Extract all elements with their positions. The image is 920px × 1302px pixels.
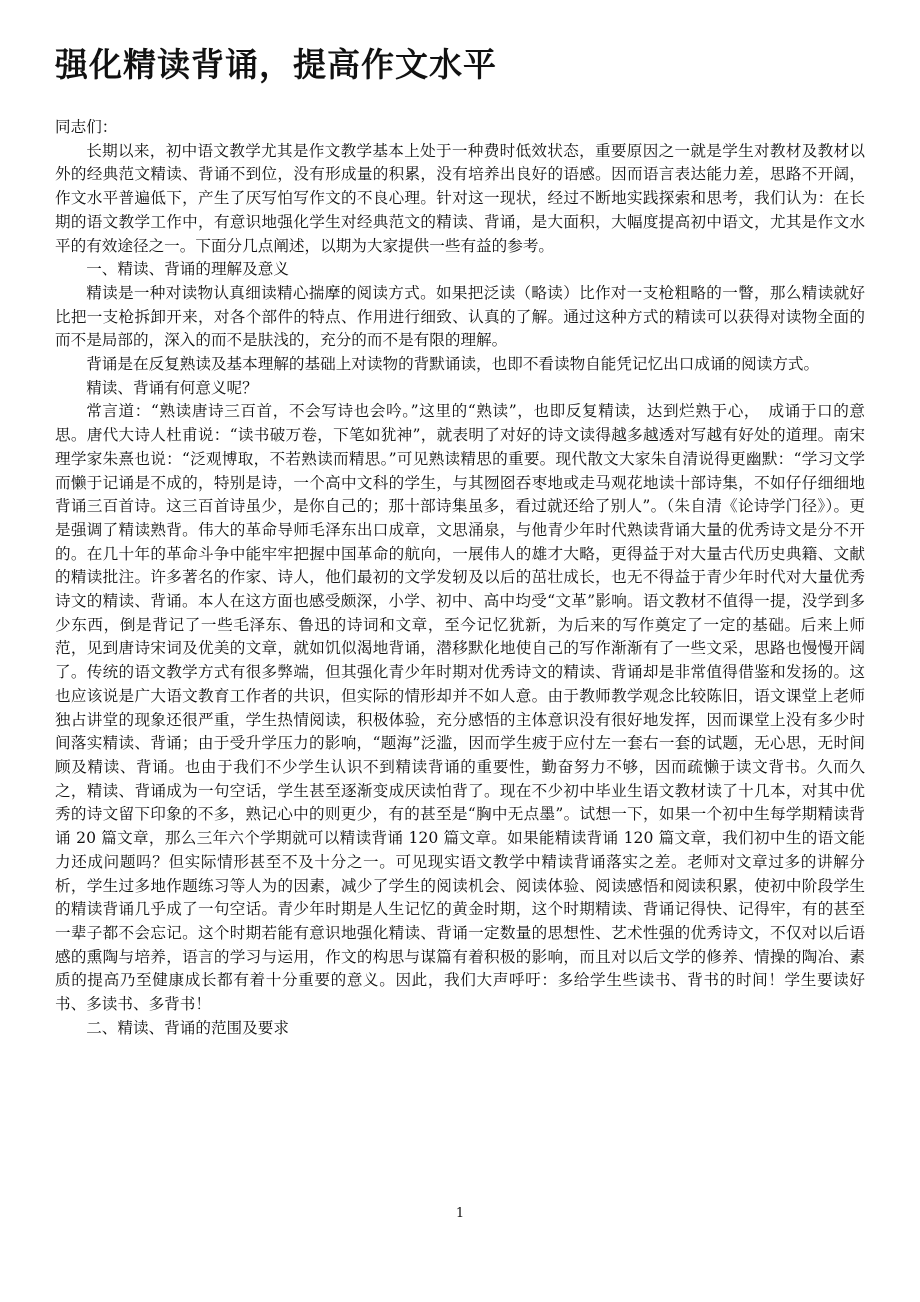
document-body [55,116,865,1040]
document-title: 强化精读背诵，提高作文水平 [55,45,497,84]
document-page [55,40,865,1040]
page-number: 1 [455,1206,465,1221]
paragraph-intensive-reading: 精读是一种对读物认真细读精心揣摩的阅读方式。如果把泛读（略读）比作对一支枪粗略的一瞥，那么精读就好比把一支枪拆卸开来，对各个部件的特点、作用进行细致、认真的了解。通过这种方式的精读可以获得对读物全面的而不是局部的，深入的而不是肤浅的，充分的而不是有限的理解。 [55,283,865,350]
paragraph-recitation: 背诵是在反复熟读及基本理解的基础上对读物的背默诵读，也即不看读物自能凭记忆出口成诵的阅读方式。 [86,355,820,374]
paragraph-significance: 常言道：“熟读唐诗三百首，不会写诗也会吟。”这里的“熟读”，也即反复精读，达到烂熟于心， 成诵于口的意思。唐代大诗人杜甫说：“读书破万卷，下笔如犹神”，就表明了对好的诗文读得越多越透对写越有好处的道理。南宋理学家朱熹也说：“泛观博取，不若熟读而精思。”可见熟读精思的重要。现代散文大家朱自清说得更幽默：“学习文学而懒于记诵是不成的，特别是诗，一个高中文科的学生，与其囫囵吞枣地或走马观花地读十部诗集，不如仔仔细细地背诵三百首诗。这三百首诗虽少，是你自己的；那十部诗集虽多，看过就还给了别人”。（朱自清《论诗学门径》）。更是强调了精读熟背。伟大的革命导师毛泽东出口成章，文思涌泉，与他青少年时代熟读背诵大量的优秀诗文是分不开的。在几十年的革命斗争中能牢牢把握中国革命的航向，一展伟人的雄才大略，更得益于对大量古代历史典籍、文献的精读批注。许多著名的作家、诗人，他们最初的文学发轫及以后的茁壮成长，也无不得益于青少年时代对大量优秀诗文的精读、背诵。本人在这方面也感受颇深，小学、初中、高中均受“文革”影响。语文教材不值得一提，没学到多少东西，倒是背记了一些毛泽东、鲁迅的诗词和文章，至今记忆犹新，为后来的写作奠定了一定的基础。后来上师范，见到唐诗宋词及优美的文章，就如饥似渴地背诵，潜移默化地使自己的写作渐渐有了一些文采，思路也慢慢开阔了。传统的语文教学方式有很多弊端，但其强化青少年时期对优秀诗文的精读、背诵却是非常值得借鉴和发扬的。这也应该说是广大语文教育工作者的共识，但实际的情形却并不如人意。由于教师教学观念比较陈旧，语文课堂上老师独占讲堂的现象还很严重，学生热情阅读，积极体验，充分感悟的主体意识没有很好地发挥，因而课堂上没有多少时间落实精读、背诵；由于受升学压力的影响，“题海”泛滥，因而学生疲于应付左一套右一套的试题，无心思，无时间顾及精读、背诵。也由于我们不少学生认识不到精读背诵的重要性，勤奋努力不够，因而疏懒于读文背书。久而久之，精读、背诵成为一句空话，学生甚至逐渐变成厌读怕背了。现在不少初中毕业生语文教材读了十几本，对其中优秀的诗文留下印象的不多，熟记心中的则更少，有的甚至是“胸中无点墨”。试想一下，如果一个初中生每学期精读背诵 20 篇文章，那么三年六个学期就可以精读背诵 120 篇文章。如果能精读背诵 120 篇文章，我们初中生的语文能力还成问题吗？但实际情形甚至不及十分之一。可见现实语文教学中精读背诵落实之差。老师对文章过多的讲解分析，学生过多地作题练习等人为的因素，减少了学生的阅读机会、阅读体验、阅读感悟和阅读积累，使初中阶段学生的精读背诵几乎成了一句空话。青少年时期是人生记忆的黄金时期，这个时期精读、背诵记得快、记得牢，有的甚至一辈子都不会忘记。这个时期若能有意识地强化精读、背诵一定数量的思想性、艺术性强的优秀诗文，不仅对以后语感的熏陶与培养，语言的学习与运用，作文的构思与谋篇有着积极的影响，而且对以后文学的修养、情操的陶冶、素质的提高乃至健康成长都有着十分重要的意义。因此，我们大声呼吁：多给学生些读书、背书的时间！学生要读好书、多读书、多背书！ [55,402,865,1014]
section-heading-1: 一、精读、背诵的理解及意义 [86,260,289,279]
section-heading-2: 二、精读、背诵的范围及要求 [86,1018,289,1037]
salutation: 同志们： [55,118,118,136]
paragraph-question: 精读、背诵有何意义呢？ [86,378,258,397]
paragraph-intro: 长期以来，初中语文教学尤其是作文教学基本上处于一种费时低效状态，重要原因之一就是学生对教材及教材以外的经典范文精读、背诵不到位，没有形成量的积累，没有培养出良好的语感。因而语言表达能力差，思路不开阔，作文水平普遍低下，产生了厌写怕写作文的不良心理。针对这一现状，经过不断地实践探索和思考，我们认为：在长期的语文教学工作中，有意识地强化学生对经典范文的精读、背诵，是大面积，大幅度提高初中语文，尤其是作文水平的有效途径之一。下面分几点阐述，以期为大家提供一些有益的参考。 [55,141,865,255]
